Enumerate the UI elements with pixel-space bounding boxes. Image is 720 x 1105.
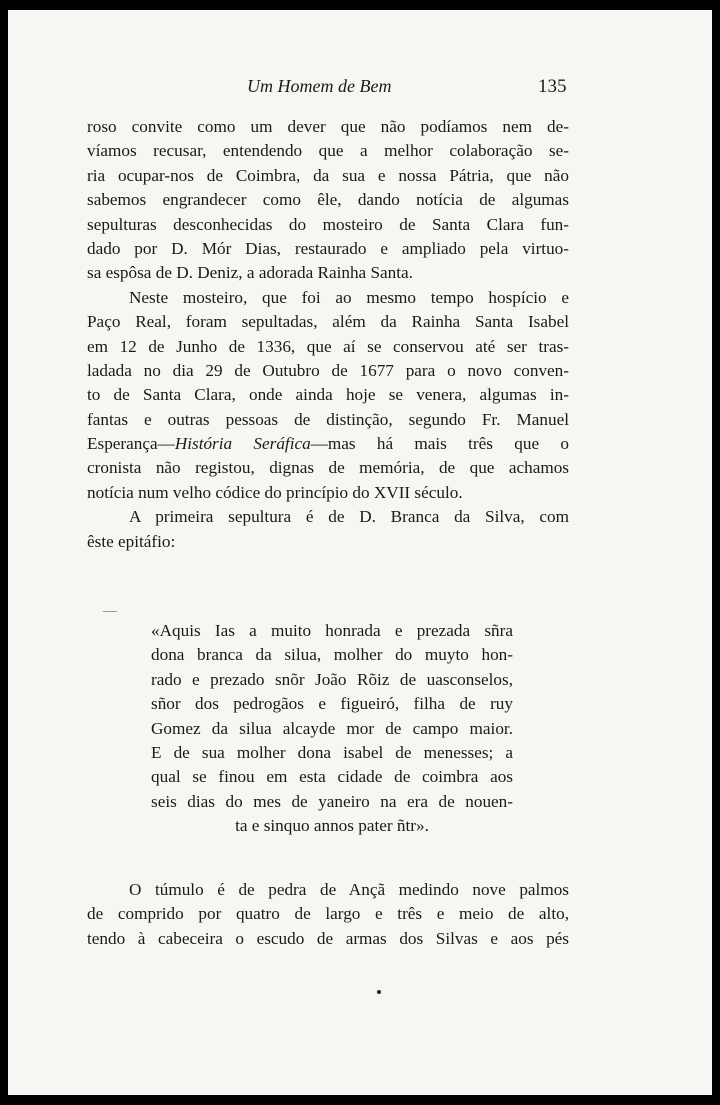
text-line: notícia num velho códice do princípio do XVII século. xyxy=(87,482,463,502)
text-fragment: —mas há mais três que o xyxy=(310,434,569,454)
text-line: cronista não registou, dignas de memória, de que achamos xyxy=(87,458,569,478)
text-line: ladada no dia 29 de Outubro de 1677 para o novo conven- xyxy=(87,360,569,380)
epitaph-line: sñor dos pedrogãos e figueiró, filha de ruy xyxy=(151,694,513,714)
page-number: 135 xyxy=(538,76,567,97)
text-line: A primeira sepultura é de D. Branca da Silva, com xyxy=(129,507,569,527)
page-header xyxy=(8,74,712,104)
print-mark xyxy=(103,611,117,612)
text-line: sepulturas desconhecidas do mosteiro de Santa Clara fun- xyxy=(87,214,569,234)
running-title: Um Homem de Bem xyxy=(247,76,392,96)
epitaph-line: E de sua molher dona isabel de menesses; a xyxy=(151,742,513,762)
text-line: O túmulo é de pedra de Ançã medindo nove palmos xyxy=(129,880,569,899)
text-line: roso convite como um dever que não podíamos nem de- xyxy=(87,117,569,136)
epitaph-line: dona branca da silua, molher do muyto hon- xyxy=(151,645,513,665)
text-line: tendo à cabeceira o escudo de armas dos Silvas e aos pés xyxy=(87,928,569,948)
text-line: Neste mosteiro, que foi ao mesmo tempo hospício e xyxy=(129,287,569,307)
text-line: sa espôsa de D. Deniz, a adorada Rainha Santa. xyxy=(87,263,413,283)
body-text xyxy=(87,115,569,554)
print-mark xyxy=(377,990,381,994)
text-line: to de Santa Clara, onde ainda hoje se venera, algumas in- xyxy=(87,385,569,405)
text-line: víamos recusar, entendendo que a melhor colaboração se- xyxy=(87,141,569,161)
text-line: dado por D. Mór Dias, restaurado e ampliado pela virtuo- xyxy=(87,238,569,258)
text-fragment: Esperança— xyxy=(87,434,175,454)
text-line: de comprido por quatro de largo e três e meio de alto, xyxy=(87,904,569,924)
epitaph-line: «Aquis Ias a muito honrada e prezada sñra xyxy=(151,621,513,640)
book-page xyxy=(8,10,712,1095)
text-line: em 12 de Junho de 1336, que aí se conservou até ser tras- xyxy=(87,336,569,356)
epitaph-line: ta e sinquo annos pater ñtr». xyxy=(235,816,429,836)
text-line: sabemos engrandecer como êle, dando notícia de algumas xyxy=(87,190,569,210)
epitaph-line: seis dias do mes de yaneiro na era de nouen- xyxy=(151,791,513,811)
text-line: êste epitáfio: xyxy=(87,531,176,551)
closing-paragraph xyxy=(87,878,569,951)
epitaph-line: qual se finou em esta cidade de coimbra aos xyxy=(151,767,513,787)
epitaph-line: Gomez da silua alcayde mor de campo maior. xyxy=(151,718,513,738)
book-title: História Seráfica xyxy=(174,434,311,454)
text-line: Paço Real, foram sepultadas, além da Rainha Santa Isabel xyxy=(87,312,569,332)
text-line-with-title xyxy=(87,432,569,456)
text-line: ria ocupar-nos de Coimbra, da sua e nossa Pátria, que não xyxy=(87,165,569,185)
epitaph-quote xyxy=(151,619,513,839)
text-line: fantas e outras pessoas de distinção, segundo Fr. Manuel xyxy=(87,409,569,429)
epitaph-line: rado e prezado snõr João Rõiz de uasconselos, xyxy=(151,669,513,689)
